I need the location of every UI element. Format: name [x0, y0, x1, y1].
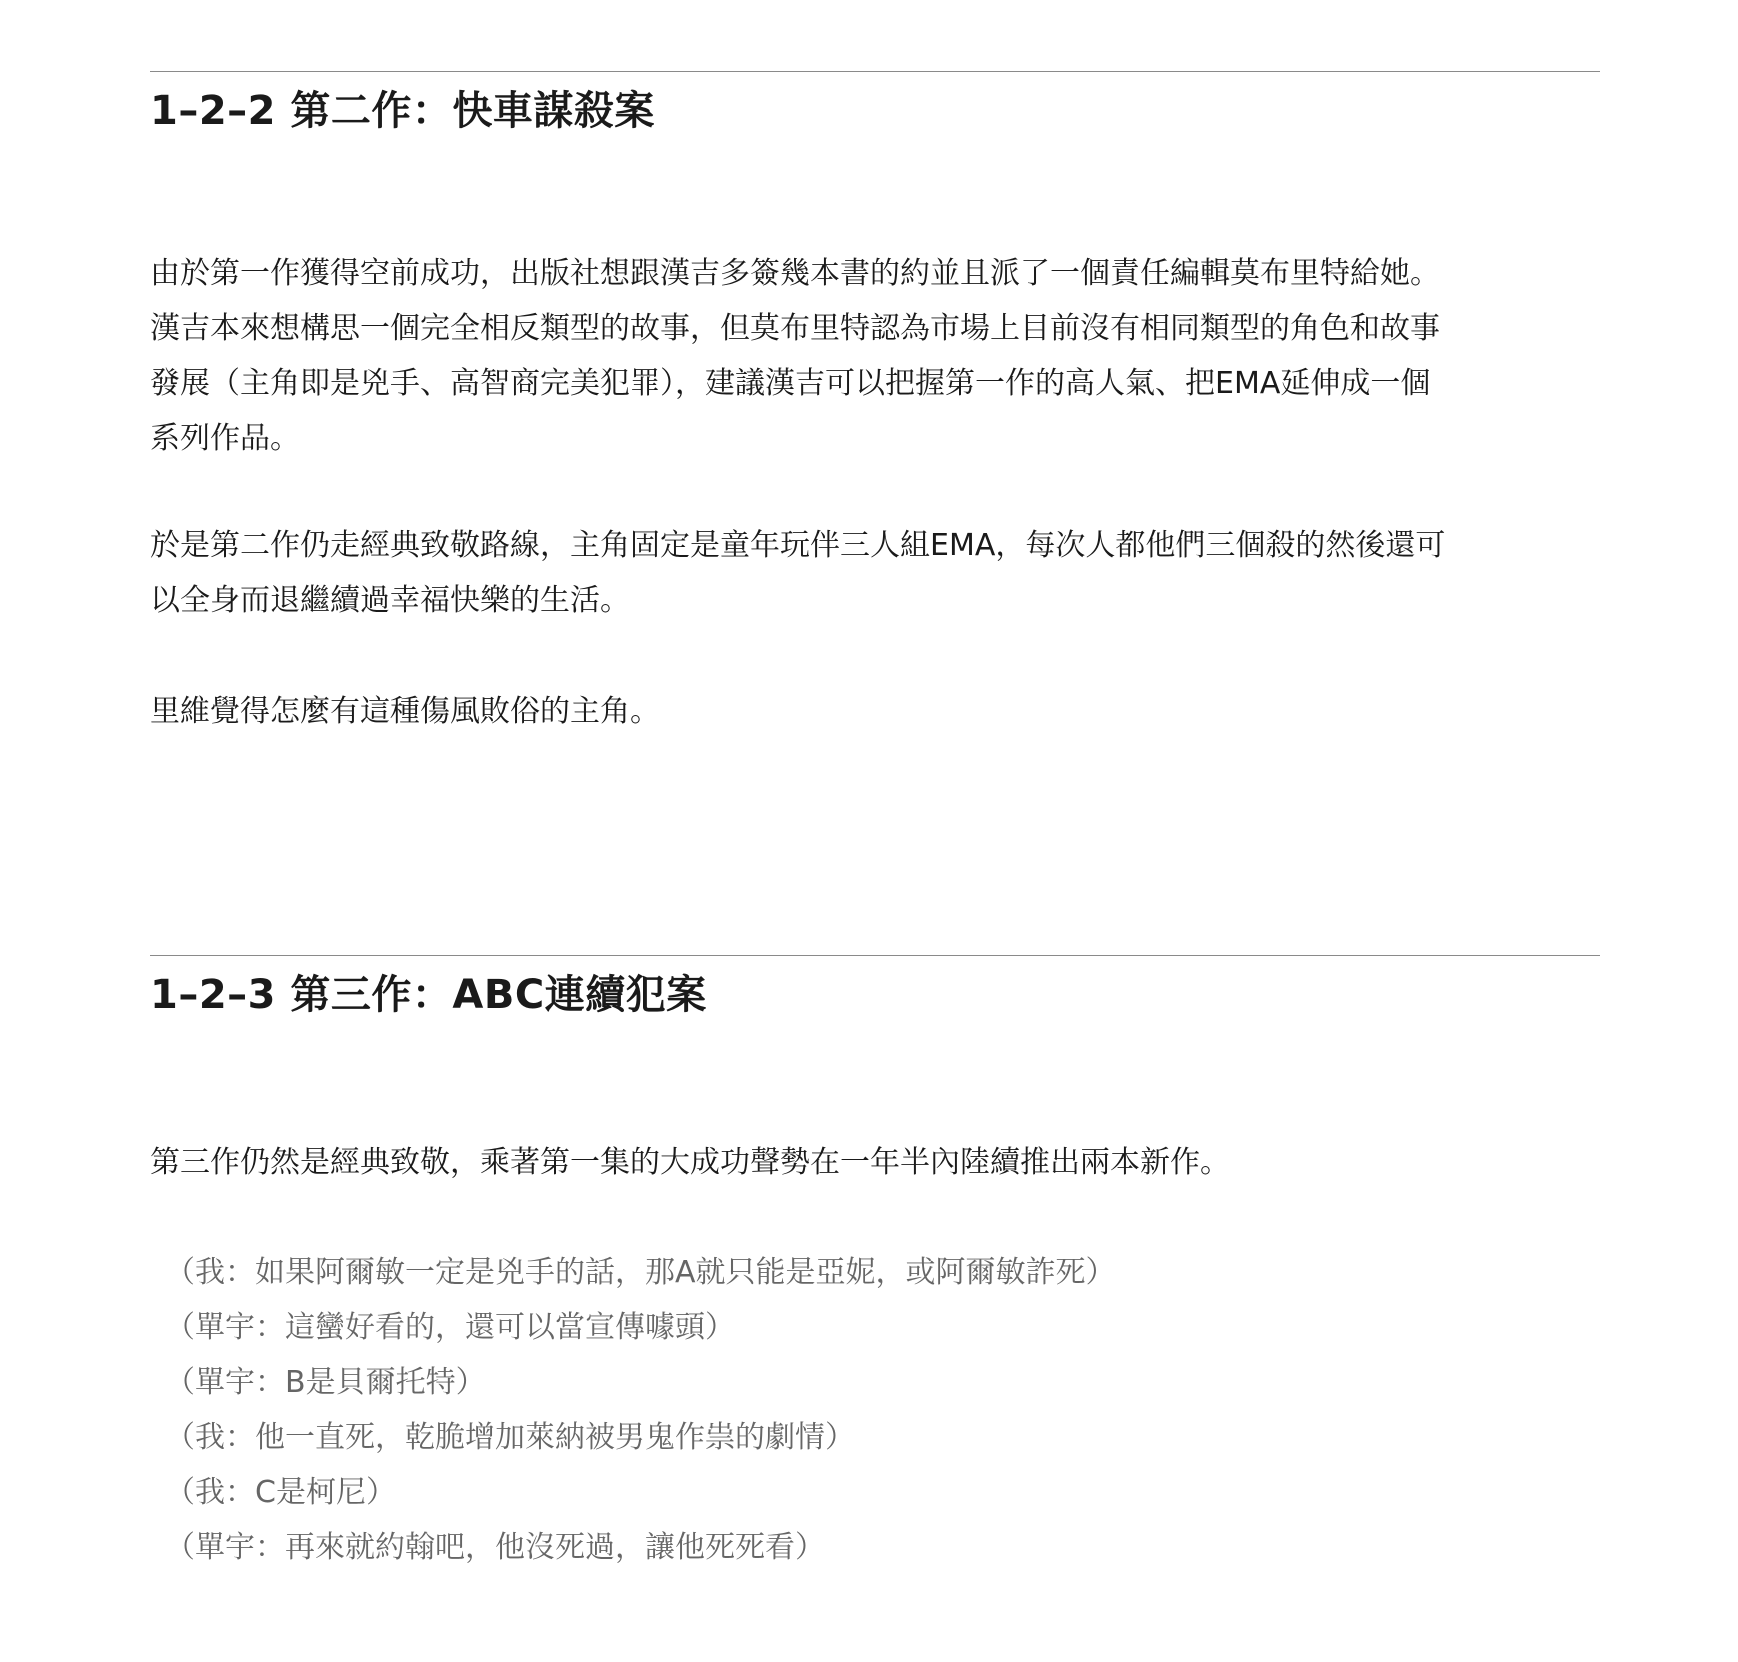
note-item: （我：他一直死，乾脆增加萊納被男鬼作祟的劇情） — [165, 1420, 855, 1455]
section-heading-1-2-2: 1–2–2 第二作：快車謀殺案 — [150, 88, 655, 134]
paragraph-line: 第三作仍然是經典致敬，乘著第一集的大成功聲勢在一年半內陸續推出兩本新作。 — [150, 1145, 1230, 1180]
section-divider — [150, 955, 1600, 956]
paragraph-line: 里維覺得怎麼有這種傷風敗俗的主角。 — [150, 694, 660, 729]
note-item: （我：C是柯尼） — [165, 1475, 396, 1510]
paragraph — [150, 684, 1600, 739]
section-heading-1-2-3: 1–2–3 第三作：ABC連續犯案 — [150, 972, 707, 1018]
section-divider — [150, 71, 1600, 72]
paragraph-line: 於是第二作仍走經典致敬路線，主角固定是童年玩伴三人組EMA，每次人都他們三個殺的然後還可 — [150, 528, 1446, 563]
paragraph — [150, 246, 1600, 466]
paragraph-line: 漢吉本來想構思一個完全相反類型的故事，但莫布里特認為市場上目前沒有相同類型的角色和故事 — [150, 311, 1440, 346]
note-item: （單宇：B是貝爾托特） — [165, 1365, 486, 1400]
note-item: （單宇：這蠻好看的，還可以當宣傳噱頭） — [165, 1310, 735, 1345]
note-item: （我：如果阿爾敏一定是兇手的話，那A就只能是亞妮，或阿爾敏詐死） — [165, 1255, 1116, 1290]
paragraph-line: 系列作品。 — [150, 421, 300, 456]
paragraph-line: 由於第一作獲得空前成功，出版社想跟漢吉多簽幾本書的約並且派了一個責任編輯莫布里特給她。 — [150, 256, 1440, 291]
paragraph-line: 發展（主角即是兇手、高智商完美犯罪），建議漢吉可以把握第一作的高人氣、把EMA延伸成一個 — [150, 366, 1431, 401]
note-item: （單宇：再來就約翰吧，他沒死過，讓他死死看） — [165, 1530, 825, 1565]
paragraph — [150, 518, 1600, 628]
paragraph-line: 以全身而退繼續過幸福快樂的生活。 — [150, 583, 630, 618]
paragraph — [150, 1135, 1600, 1190]
comment-notes — [165, 1245, 1116, 1575]
